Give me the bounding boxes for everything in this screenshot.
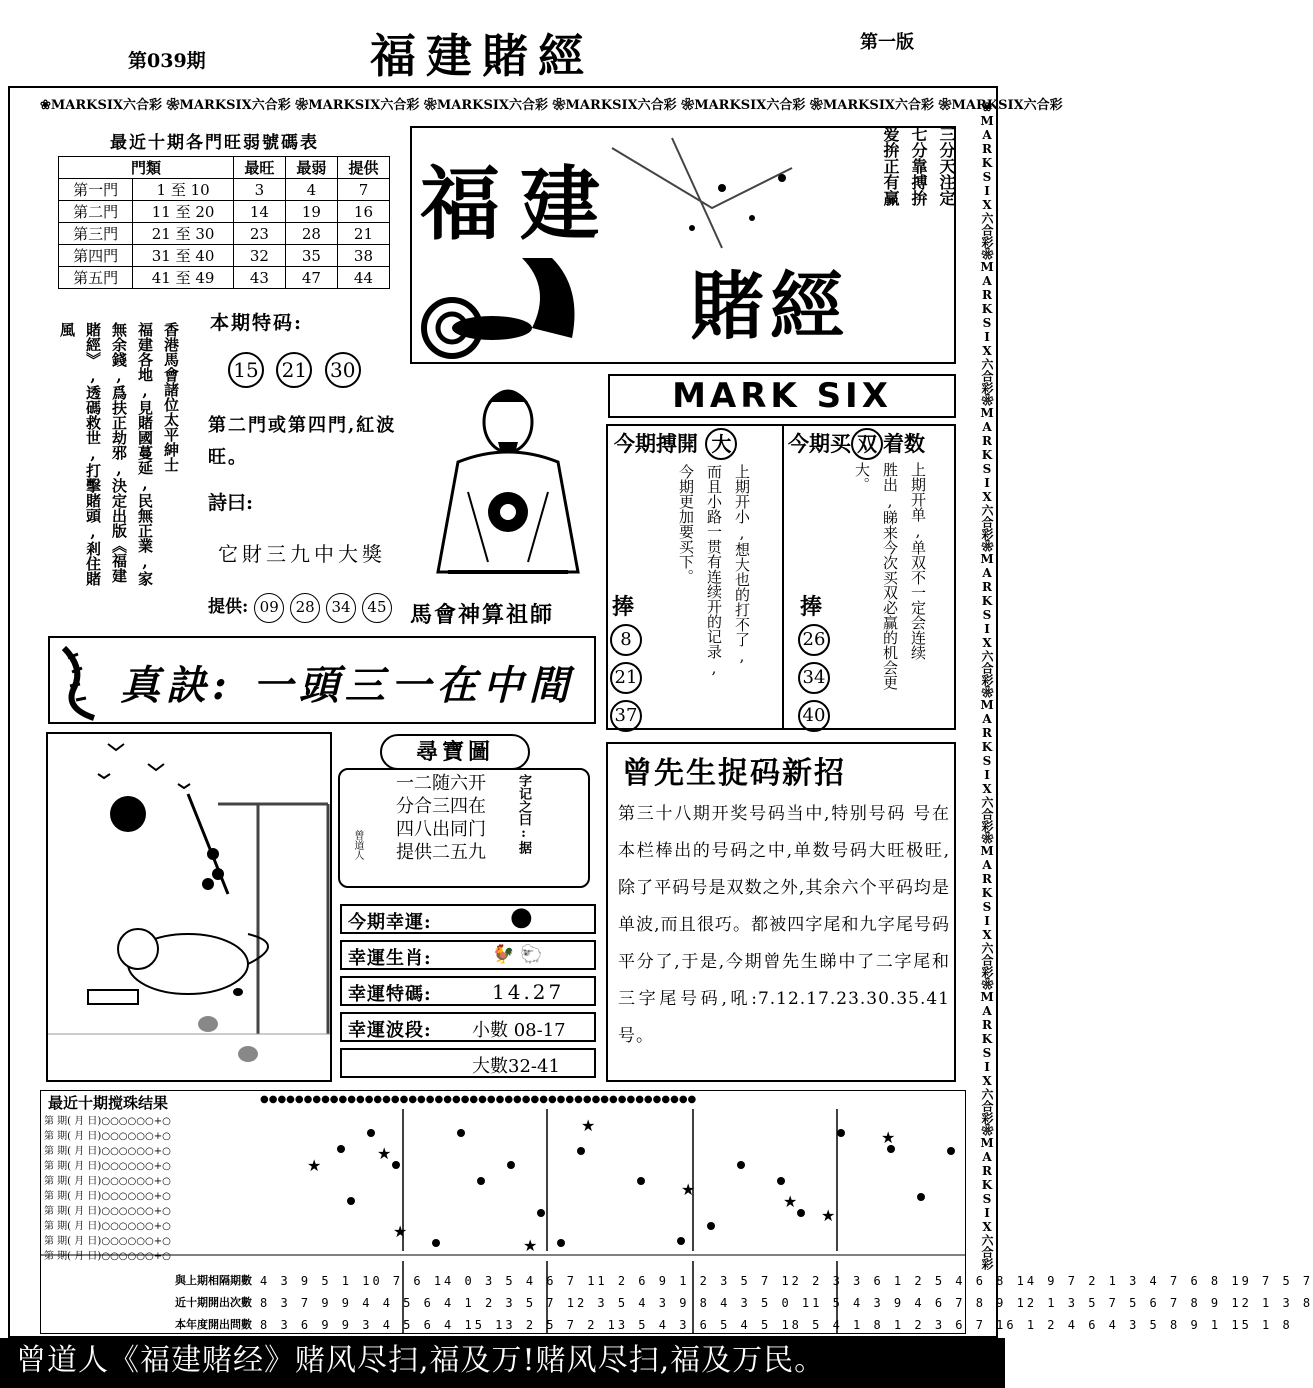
cold-value: 35 [285, 245, 337, 267]
motto-line: 爱拚正有赢 [881, 126, 900, 206]
provide-number: 09 [254, 593, 284, 623]
grid-row-label: 第 期( 月 日)○○○○○○+○ [44, 1206, 171, 1217]
prediction-left-text [676, 464, 752, 724]
hot-value: 23 [233, 223, 285, 245]
peng-label-right: 捧 [800, 594, 823, 620]
col-header: 門類 [59, 157, 234, 179]
prediction-line: 而且小路一贯有连续开的记录, [705, 464, 723, 677]
marksix-title: MARK SIX [608, 374, 956, 418]
pick-number: 40 [798, 700, 830, 732]
stat-row: 4 3 9 5 1 10 7 6 14 0 3 5 4 6 7 11 2 6 9 1 2 3 5 7 12 2 3 3 6 1 2 5 4 6 8 14 9 7 2 1 3 4 7 6 8 19 7 5 7 [260, 1274, 1313, 1288]
grid-row-label: 第 期( 月 日)○○○○○○+○ [44, 1236, 171, 1247]
provide-number: 28 [290, 593, 320, 623]
provide-label: 提供: [208, 597, 249, 617]
vertical-notice [56, 322, 182, 612]
pick-number: 8 [610, 624, 642, 656]
stat-row: 8 3 6 9 9 3 4 5 6 4 15 13 2 5 7 2 13 5 4 3 6 5 4 5 18 5 4 1 8 1 2 3 6 7 16 1 2 4 6 4 3 5 8 9 1 15 1 8 [260, 1318, 1293, 1332]
issue-number: 第039期 [128, 50, 206, 72]
notice-column: 賭經》,透碼救世,打擊賭頭,剎住賭 [84, 322, 102, 586]
lucky-label: 幸運波段: [348, 1020, 432, 1041]
table-row [59, 267, 390, 289]
marksix-banner-row: ❀MARKSIX六合彩 ❀MARKSIX六合彩 ❀MARKSIX六合彩 ❀MARKSIX六合彩 ❀MARKSIX六合彩 ❀MARKSIX六合彩 ❀MARKSIX六合彩 ❀MARKSIX六合彩 [40, 98, 1063, 113]
right-heading-text-b: 着数 [883, 431, 925, 456]
lucky-label: 幸運特碼: [348, 984, 432, 1005]
prediction-divider [782, 424, 784, 730]
svg-text:★: ★ [307, 1156, 322, 1175]
hot-value: 3 [233, 179, 285, 201]
treasure-title: 尋寶圖 [380, 734, 530, 770]
tema-number: 21 [276, 352, 312, 388]
tema-title: 本期特码: [210, 312, 304, 334]
svg-text:★: ★ [681, 1180, 696, 1199]
svg-text:★: ★ [377, 1144, 392, 1163]
stat-label: 與上期相隔期數 [175, 1274, 252, 1287]
lucky-label: 今期幸運: [348, 912, 432, 933]
grid-title: 最近十期搅珠结果 [48, 1094, 169, 1112]
gate-range: 31 至 40 [133, 245, 234, 267]
table-row [59, 223, 390, 245]
pick-value: 44 [337, 267, 389, 289]
master-figure-image [418, 372, 596, 594]
cold-value: 47 [285, 267, 337, 289]
poem-text: 它財三九中大獎 [218, 542, 386, 566]
grid-row-label: 第 期( 月 日)○○○○○○+○ [44, 1131, 171, 1142]
grid-row-labels [44, 1114, 258, 1264]
lucky-row-zodiac [340, 940, 596, 970]
gate-range: 41 至 49 [133, 267, 234, 289]
svg-text:★: ★ [881, 1128, 896, 1147]
lucky-value: 14.27 [492, 980, 565, 1004]
gate-range: 1 至 10 [133, 179, 234, 201]
paper-title: 福建賭經 [370, 29, 594, 83]
stat-label: 本年度開出問數 [175, 1318, 252, 1331]
stat-labels [88, 1270, 258, 1336]
lucky-value: 🐓 🐑 [492, 944, 543, 965]
hot-value: 14 [233, 201, 285, 223]
lucky-value: ● [510, 902, 533, 932]
gate-name: 第二門 [59, 201, 133, 223]
grid-row-label: 第 期( 月 日)○○○○○○+○ [44, 1221, 171, 1232]
stats-table-title: 最近十期各門旺弱號碼表 [110, 133, 319, 153]
marksix-banner-column: ❀MARKSIX六合彩❀MARKSIX六合彩❀MARKSIX六合彩❀MARKSIX六合彩❀MARKSIX六合彩❀MARKSIX六合彩❀MARKSIX六合彩❀MARKSIX六合彩 [980, 100, 994, 1270]
stat-label: 近十期開出次數 [175, 1296, 252, 1309]
provide-number: 34 [326, 593, 356, 623]
pick-number: 37 [610, 700, 642, 732]
treasure-side-note: 字记之曰:据 [516, 774, 531, 854]
treasure-line: 提供二五九 [396, 842, 486, 863]
left-picks [610, 624, 642, 738]
grid-row-label: 第 期( 月 日)○○○○○○+○ [44, 1176, 171, 1187]
col-header: 最弱 [285, 157, 337, 179]
stats-table [58, 156, 390, 289]
cold-value: 4 [285, 179, 337, 201]
svg-text:★: ★ [581, 1116, 596, 1135]
motto-line: 三分天注定 [937, 126, 956, 206]
notice-column: 無余錢,爲扶正劫邪,決定出版《福建 [110, 322, 128, 583]
tema-numbers [228, 352, 367, 388]
grid-row-label: 第 期( 月 日)○○○○○○+○ [44, 1191, 171, 1202]
pick-value: 7 [337, 179, 389, 201]
lucky-label: 幸運生肖: [348, 948, 432, 969]
prediction-line: 大。 [853, 462, 871, 492]
tema-number: 30 [325, 352, 361, 388]
col-header: 提供 [337, 157, 389, 179]
gate-name: 第三門 [59, 223, 133, 245]
grid-row-label: 第 期( 月 日)○○○○○○+○ [44, 1251, 171, 1262]
pick-number: 26 [798, 624, 830, 656]
gate-name: 第一門 [59, 179, 133, 201]
even-marker: 双 [851, 428, 883, 460]
secret-slogan: 真訣: 一頭三一在中間 [120, 662, 575, 709]
table-row [59, 179, 390, 201]
treasure-author: 曾道人 [352, 830, 363, 860]
lucky-row-special [340, 976, 596, 1006]
logo-line-2: 賭經 [690, 264, 850, 350]
zeng-body: 第三十八期开奖号码当中,特别号码 号在本栏棒出的号码之中,单数号码大旺极旺,除了平码号是双数之外,其余六个平码均是单波,而且很巧。都被四字尾和九字尾号码平分了,于是,今期曾先生睇中了二字尾和三字尾号码,吼:7.12.17.23.30.35.41号。 [618, 804, 950, 1046]
lucky-row-band-big [340, 1048, 596, 1078]
page-label: 第一版 [860, 32, 914, 53]
pick-value: 16 [337, 201, 389, 223]
pick-number: 21 [610, 662, 642, 694]
table-row [59, 201, 390, 223]
motto-line: 七分靠搏拚 [909, 126, 928, 206]
right-picks [798, 624, 830, 738]
prediction-right-text [852, 462, 928, 724]
svg-text:★: ★ [523, 1236, 538, 1255]
prediction-line: 上期开小,想大也的打不了, [733, 464, 751, 665]
hot-value: 32 [233, 245, 285, 267]
big-marker: 大 [705, 428, 737, 460]
master-caption: 馬會神算祖師 [410, 602, 555, 628]
zeng-title: 曾先生捉码新招 [622, 756, 846, 791]
svg-text:★: ★ [821, 1206, 836, 1225]
treasure-line: 分合三四在 [396, 796, 486, 817]
prediction-line: 胜出,睇来今次买双必赢的机会更 [881, 462, 899, 690]
lucky-value: 大數32-41 [472, 1056, 560, 1077]
stats-header-row [59, 157, 390, 179]
pick-value: 21 [337, 223, 389, 245]
gate-range: 21 至 30 [133, 223, 234, 245]
grid-row-label: 第 期( 月 日)○○○○○○+○ [44, 1146, 171, 1157]
treasure-picture [46, 732, 332, 1082]
left-heading-text: 今期搏開 [614, 431, 698, 456]
lucky-value: 小數 08-17 [472, 1020, 566, 1041]
gate-name: 第四門 [59, 245, 133, 267]
notice-column: 福建各地,見賭國蔓延,民無正業,家 [136, 322, 154, 586]
treasure-line: 四八出同门 [396, 819, 486, 840]
peng-label-left: 捧 [612, 594, 635, 620]
gate-range: 11 至 20 [133, 201, 234, 223]
lucky-row-today [340, 904, 596, 934]
svg-text:★: ★ [783, 1192, 798, 1211]
left-decorative-strip [10, 100, 40, 1330]
footer-slogan: 曾道人《福建赌经》赌风尽扫,福及万!赌风尽扫,福及万民。 [0, 1338, 1005, 1388]
stat-numbers [260, 1270, 1313, 1336]
gate-name: 第五門 [59, 267, 133, 289]
prediction-line: 今期更加要买下。 [677, 464, 695, 584]
treasure-lines [356, 772, 526, 864]
cold-value: 19 [285, 201, 337, 223]
right-heading-text: 今期买 [788, 431, 851, 456]
col-header: 最旺 [233, 157, 285, 179]
lucky-row-band [340, 1012, 596, 1042]
svg-text:★: ★ [393, 1222, 408, 1241]
stat-row: 8 3 7 9 9 4 4 5 6 4 1 2 3 5 7 12 3 5 4 3 9 8 4 3 5 0 11 5 4 3 9 4 6 7 8 9 12 1 3 5 7 5 6 7 8 9 12 1 3 8 [260, 1296, 1313, 1310]
motto [880, 126, 956, 236]
gate-hint: 第二門或第四門,紅波旺。 [208, 415, 397, 468]
table-row [59, 245, 390, 267]
hot-value: 43 [233, 267, 285, 289]
tema-number: 15 [228, 352, 264, 388]
grid-number-header: ●●●●●●●●●●●●●●●●●●●●●●●●●●●●●●●●●●●●●●●●●●●●●●●●●● [260, 1094, 697, 1105]
provide-line [208, 592, 392, 623]
prediction-right-heading [788, 428, 925, 460]
provide-number: 45 [362, 593, 392, 623]
cold-value: 28 [285, 223, 337, 245]
prediction-line: 上期开单,单双不一定会连续 [909, 462, 927, 660]
pick-number: 34 [798, 662, 830, 694]
pick-value: 38 [337, 245, 389, 267]
grid-row-label: 第 期( 月 日)○○○○○○+○ [44, 1116, 171, 1127]
treasure-line: 一二随六开 [396, 773, 486, 794]
logo-line-1: 福建 [420, 157, 620, 251]
notice-column: 香港馬會諸位太平紳士 [162, 322, 180, 472]
notice-column: 風 [58, 322, 76, 337]
grid-row-label: 第 期( 月 日)○○○○○○+○ [44, 1161, 171, 1172]
prediction-left-heading [614, 428, 737, 460]
poem-label: 詩曰: [208, 492, 254, 514]
